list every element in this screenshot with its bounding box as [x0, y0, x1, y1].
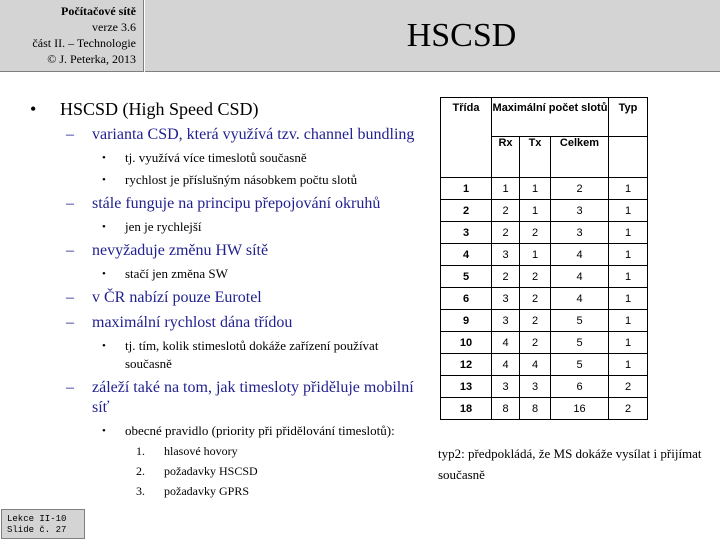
sub-bullet [28, 125, 428, 145]
detail-text: jen je rychlejší [125, 219, 202, 234]
table-cell: 4 [520, 354, 551, 376]
main-bullet-text: HSCSD (High Speed CSD) [60, 99, 259, 119]
sub-bullet-text: maximální rychlost dána třídou [92, 314, 293, 331]
table-cell: 3 [492, 310, 520, 332]
table-cell: 16 [551, 398, 609, 420]
sub-bullet [28, 194, 428, 214]
header-typ: Typ [609, 98, 648, 137]
table-cell: 6 [441, 288, 492, 310]
numbered-item [28, 483, 428, 500]
table-cell: 6 [551, 376, 609, 398]
table-cell: 5 [551, 354, 609, 376]
table-cell: 1 [609, 244, 648, 266]
detail-text: obecné pravidlo (priority při přidělování timeslotů): [125, 423, 395, 438]
table-cell: 8 [520, 398, 551, 420]
detail-bullet [28, 337, 428, 373]
main-bullet [28, 98, 428, 120]
lesson-slide-box [1, 509, 85, 539]
table-cell: 1 [609, 178, 648, 200]
sub-bullet-text: nevyžaduje změnu HW sítě [92, 242, 269, 259]
dash-marker: – [66, 126, 74, 143]
table-cell: 2 [551, 178, 609, 200]
detail-text: stačí jen změna SW [125, 266, 228, 281]
table-cell: 2 [520, 222, 551, 244]
table-cell: 4 [492, 354, 520, 376]
table-cell: 2 [520, 288, 551, 310]
table-row [441, 266, 648, 288]
bullet-marker: • [102, 425, 106, 437]
detail-text: rychlost je příslušným násobkem počtu slotů [125, 172, 358, 187]
detail-bullet [28, 149, 428, 167]
table-cell: 1 [609, 332, 648, 354]
header-trida: Třída [441, 98, 492, 178]
sub-bullet-text: varianta CSD, která využívá tzv. channel bundling [92, 126, 415, 143]
table-row [441, 398, 648, 420]
detail-bullet [28, 265, 428, 283]
part-label: část II. – Technologie [32, 36, 136, 50]
table-cell: 2 [441, 200, 492, 222]
table-cell: 2 [520, 332, 551, 354]
table-cell: 8 [492, 398, 520, 420]
detail-bullet [28, 422, 428, 440]
copyright-label: © J. Peterka, 2013 [47, 52, 136, 66]
table-cell: 1 [609, 200, 648, 222]
numbered-text: požadavky HSCSD [164, 464, 258, 478]
table-cell: 1 [609, 266, 648, 288]
lesson-label: Lekce II-10 [7, 514, 67, 524]
table-cell: 10 [441, 332, 492, 354]
version-label: verze 3.6 [92, 20, 136, 34]
dash-marker: – [66, 379, 74, 396]
sub-bullet-text: v ČR nabízí pouze Eurotel [92, 289, 262, 306]
sub-bullet [28, 378, 428, 418]
number-marker: 2. [136, 464, 145, 478]
bullet-marker: • [102, 174, 106, 186]
table-cell: 3 [551, 222, 609, 244]
numbered-text: hlasové hovory [164, 444, 238, 458]
table-row [441, 354, 648, 376]
table-cell: 3 [492, 376, 520, 398]
table-cell: 2 [492, 266, 520, 288]
sub-bullet-text: záleží také na tom, jak timesloty přiděluje mobilní síť [92, 379, 414, 416]
bullet-list [28, 98, 428, 500]
table-cell: 4 [551, 244, 609, 266]
sub-bullet [28, 313, 428, 333]
table-row [441, 222, 648, 244]
table-cell: 3 [520, 376, 551, 398]
bullet-marker: • [102, 221, 106, 233]
class-table-container [440, 97, 648, 420]
table-row [441, 200, 648, 222]
table-row [441, 310, 648, 332]
table-body [441, 178, 648, 420]
table-cell: 1 [609, 310, 648, 332]
slide-title: HSCSD [406, 17, 517, 54]
numbered-item [28, 443, 428, 460]
table-row [441, 332, 648, 354]
table-cell: 9 [441, 310, 492, 332]
table-cell: 2 [520, 310, 551, 332]
header-rx: Rx [492, 137, 520, 178]
course-info-box [0, 0, 144, 72]
sub-bullet-text: stále funguje na principu přepojování okruhů [92, 195, 381, 212]
table-cell: 2 [492, 222, 520, 244]
slide-number-label: Slide č. 27 [7, 525, 67, 535]
table-cell: 1 [609, 288, 648, 310]
table-row [441, 288, 648, 310]
table-cell: 3 [441, 222, 492, 244]
detail-text: tj. tím, kolik stimeslotů dokáže zařízení používat současně [125, 338, 379, 371]
table-cell: 2 [609, 398, 648, 420]
header-tx: Tx [520, 137, 551, 178]
number-marker: 1. [136, 444, 145, 458]
table-cell: 4 [441, 244, 492, 266]
table-cell: 1 [520, 244, 551, 266]
table-cell: 1 [520, 178, 551, 200]
sub-bullet [28, 241, 428, 261]
table-cell: 2 [609, 376, 648, 398]
detail-bullet [28, 171, 428, 189]
table-row [441, 244, 648, 266]
table-cell: 3 [492, 288, 520, 310]
table-cell: 13 [441, 376, 492, 398]
numbered-text: požadavky GPRS [164, 484, 249, 498]
table-cell: 4 [492, 332, 520, 354]
numbered-item [28, 463, 428, 480]
table-cell: 1 [492, 178, 520, 200]
hscsd-class-table [440, 97, 648, 420]
table-cell: 5 [551, 332, 609, 354]
table-cell: 4 [551, 288, 609, 310]
table-cell: 1 [441, 178, 492, 200]
table-cell: 2 [520, 266, 551, 288]
detail-text: tj. využívá více timeslotů současně [125, 150, 307, 165]
detail-bullet [28, 218, 428, 236]
number-marker: 3. [136, 484, 145, 498]
sub-bullet [28, 288, 428, 308]
dash-marker: – [66, 314, 74, 331]
header-max-slots: Maximální počet slotů [492, 98, 609, 137]
table-cell: 2 [492, 200, 520, 222]
table-cell: 18 [441, 398, 492, 420]
header-celkem: Celkem [551, 137, 609, 178]
table-row [441, 178, 648, 200]
type-note: typ2: předpokládá, že MS dokáže vysílat i přijímat současně [438, 446, 702, 482]
table-cell: 3 [551, 200, 609, 222]
dash-marker: – [66, 195, 74, 212]
table-cell: 4 [551, 266, 609, 288]
bullet-marker: • [30, 99, 37, 119]
table-cell: 5 [441, 266, 492, 288]
header-empty [609, 137, 648, 178]
table-cell: 1 [609, 222, 648, 244]
dash-marker: – [66, 242, 74, 259]
table-cell: 3 [492, 244, 520, 266]
table-cell: 12 [441, 354, 492, 376]
bullet-marker: • [102, 152, 106, 164]
table-cell: 1 [609, 354, 648, 376]
bullet-marker: • [102, 268, 106, 280]
course-name: Počítačové sítě [61, 4, 136, 18]
table-cell: 5 [551, 310, 609, 332]
dash-marker: – [66, 289, 74, 306]
bullet-marker: • [102, 340, 106, 352]
title-band [145, 0, 720, 72]
table-cell: 1 [520, 200, 551, 222]
table-row [441, 376, 648, 398]
